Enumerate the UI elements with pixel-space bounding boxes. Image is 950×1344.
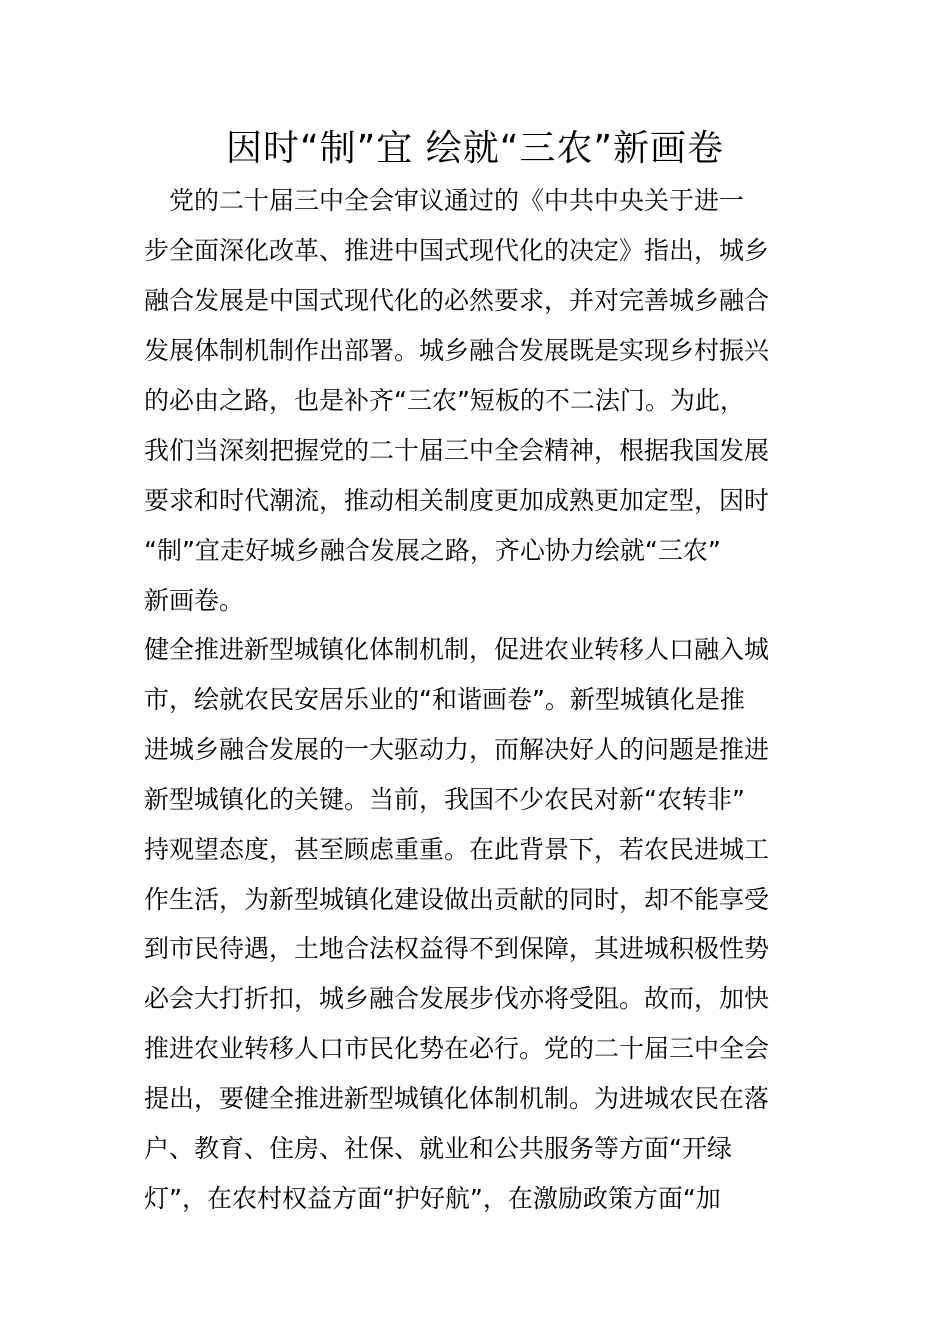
paragraph-line: 步全面深化改革、推进中国式现代化的决定》指出，城乡 [144, 236, 770, 265]
paragraph-line: 推进农业转移人口市民化势在必行。党的二十届三中全会 [144, 1034, 770, 1063]
paragraph-line: “制”宜走好城乡融合发展之路，齐心协力绘就“三农” [144, 536, 721, 565]
paragraph-line: 我们当深刻把握党的二十届三中全会精神，根据我国发展 [144, 436, 770, 465]
paragraph-line: 作生活，为新型城镇化建设做出贡献的同时，却不能享受 [144, 885, 770, 914]
paragraph-line: 的必由之路，也是补齐“三农”短板的不二法门。为此， [144, 386, 745, 415]
paragraph-line: 党的二十届三中全会审议通过的《中共中央关于进一 [144, 186, 745, 215]
paragraph-line: 灯”，在农村权益方面“护好航”，在激励政策方面“加 [144, 1184, 721, 1213]
paragraph-line: 新型城镇化的关键。当前，我国不少农民对新“农转非” [144, 785, 745, 814]
paragraph-line: 到市民待遇，土地合法权益得不到保障，其进城积极性势 [144, 934, 770, 963]
paragraph-line: 要求和时代潮流，推动相关制度更加成熟更加定型，因时 [144, 486, 770, 515]
paragraph-line: 提出，要健全推进新型城镇化体制机制。为进城农民在落 [144, 1084, 770, 1113]
paragraph-line: 必会大打折扣，城乡融合发展步伐亦将受阻。故而，加快 [144, 984, 770, 1013]
paragraph-line: 持观望态度，甚至顾虑重重。在此背景下，若农民进城工 [144, 835, 770, 864]
paragraph-line: 新画卷。 [144, 586, 245, 615]
paragraph-line: 市，绘就农民安居乐业的“和谐画卷”。新型城镇化是推 [144, 685, 745, 714]
paragraph-line: 融合发展是中国式现代化的必然要求，并对完善城乡融合 [144, 286, 770, 315]
paragraph-line: 户、教育、住房、社保、就业和公共服务等方面“开绿 [144, 1134, 732, 1163]
paragraph-line: 进城乡融合发展的一大驱动力，而解决好人的问题是推进 [144, 735, 770, 764]
paragraph-line: 发展体制机制作出部署。城乡融合发展既是实现乡村振兴 [144, 336, 770, 365]
document-title: 因时“制”宜 绘就“三农”新画卷 [225, 128, 725, 169]
paragraph-line: 健全推进新型城镇化体制机制，促进农业转移人口融入城 [144, 635, 770, 664]
